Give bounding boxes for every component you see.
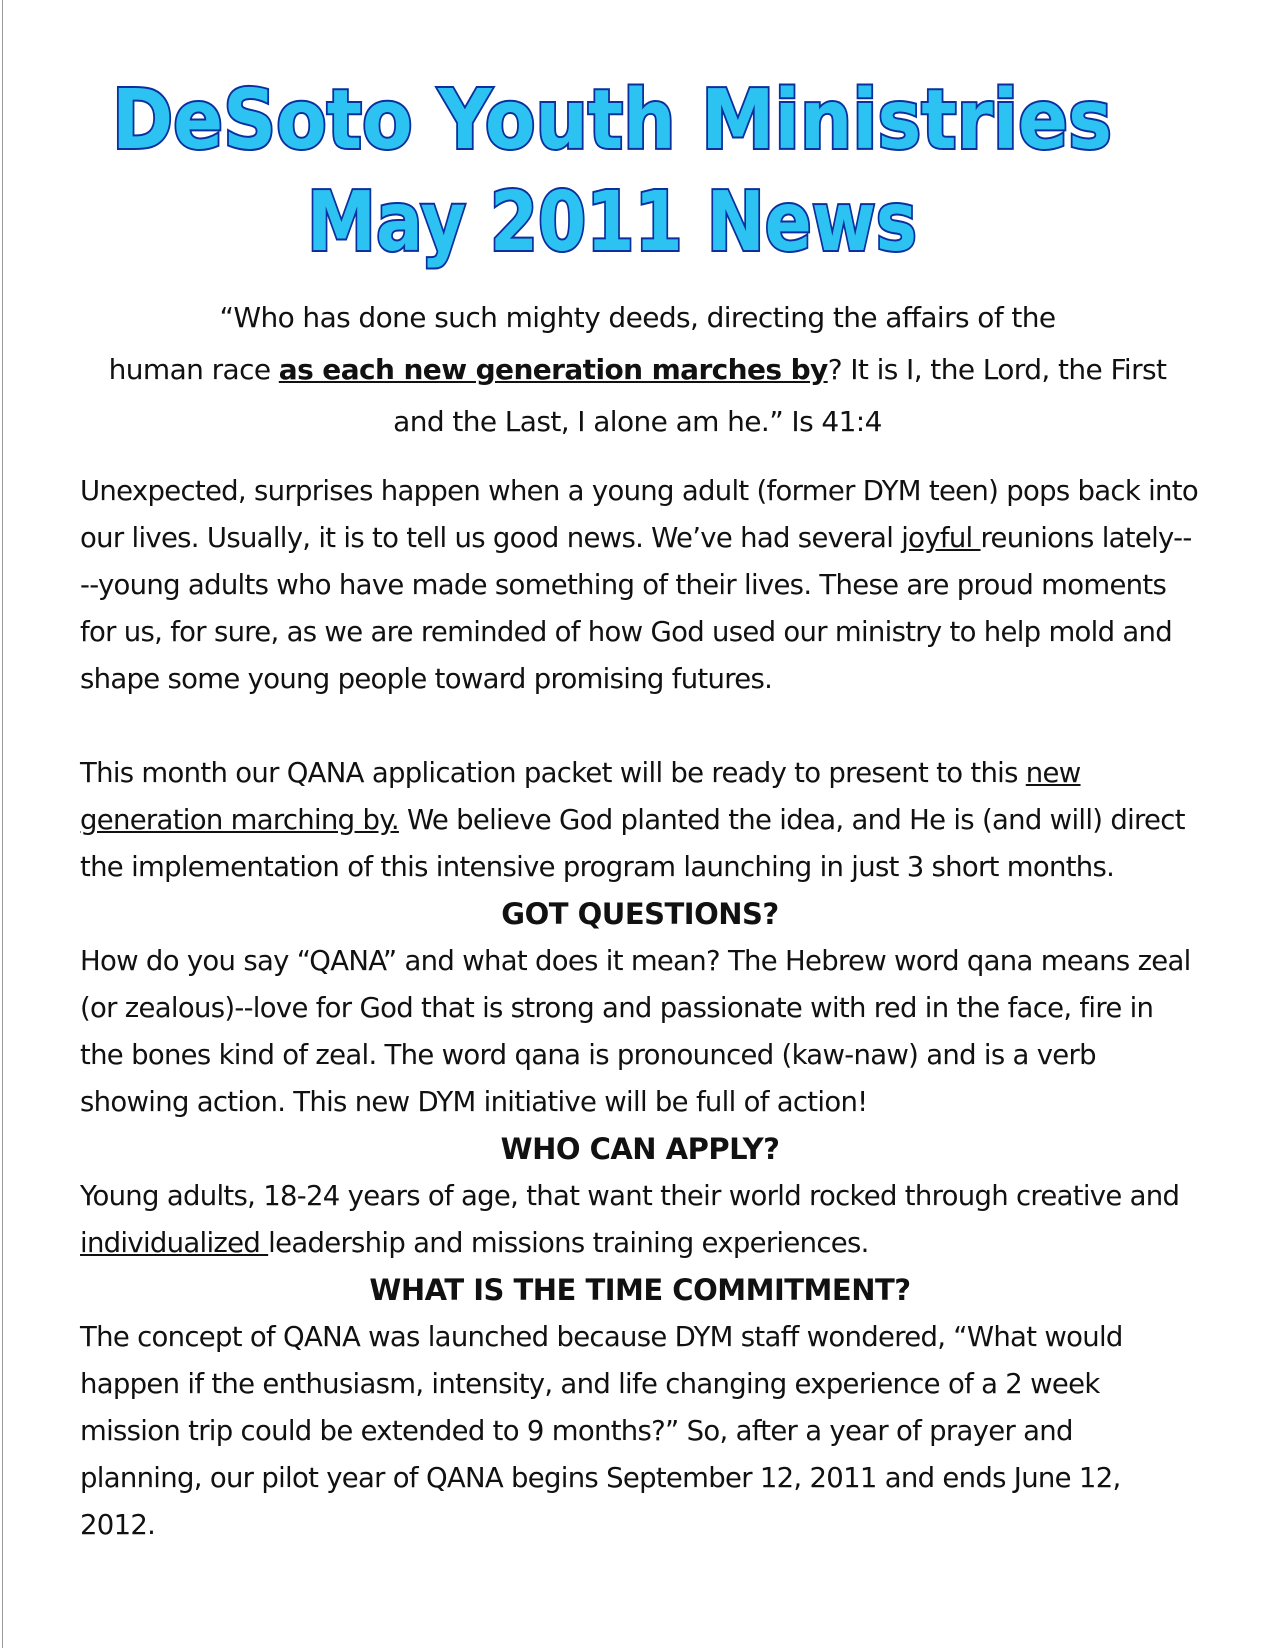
newsletter-title [0,48,1275,278]
paragraph-reunions [80,468,1200,703]
heading-who-can-apply: WHO CAN APPLY? [500,1132,780,1166]
verse-line-2-start: human race [108,353,279,386]
paragraph-reunions-start: Unexpected, surprises happen when a young adult (former DYM teen) pops back into our lives. Usually, it is to tell us good news. We’ve had several [80,475,1198,554]
title-line-2: May 2011 News [307,175,917,270]
paragraph-qana-start: This month our QANA application packet will be ready to present to this [80,757,1026,789]
paragraph-qana-end: We believe God planted the idea, and He is (and will) direct the implementation of this intensive program launching in just 3 short months. [80,804,1185,883]
spacer [80,703,1200,750]
verse-line-1: “Who has done such mighty deeds, directing the affairs of the [219,301,1056,334]
paragraph-qana-packet [80,750,1200,891]
verse-line-2-end: ? It is I, the Lord, the First [827,353,1167,386]
paragraph-time-commitment: The concept of QANA was launched because DYM staff wondered, “What would happen if the enthusiasm, intensity, and life changing experience of a 2 week mission trip could be extended to 9 months?” So, after a year of prayer and planning, our pilot year of QANA begins September 12, 2011 and ends June 12, 2012. [80,1321,1123,1541]
scripture-quote [70,292,1205,448]
heading-got-questions: GOT QUESTIONS? [501,897,779,931]
who-can-apply-end: leadership and missions training experiences. [268,1227,869,1259]
paragraph-reunions-end: reunions lately----young adults who have made something of their lives. These are proud moments for us, for sure, as we are reminded of how God used our ministry to help mold and shape some young people toward promising futures. [80,522,1192,695]
newsletter-body [80,468,1200,1549]
verse-line-2 [70,344,1205,396]
paragraph-who-can-apply [80,1173,1200,1267]
heading-time-commitment: WHAT IS THE TIME COMMITMENT? [369,1273,911,1307]
title-line-1: DeSoto Youth Ministries [112,73,1112,168]
new-generation-underlined: new generation marching by. [80,757,1081,836]
wordart-title [0,48,1275,278]
joyful-underlined: joyful [901,522,981,554]
paragraph-got-questions: How do you say “QANA” and what does it mean? The Hebrew word qana means zeal (or zealous)--love for God that is strong and passionate with red in the face, fire in the bones kind of zeal. The word qana is pronounced (kaw-naw) and is a verb showing action. This new DYM initiative will be full of action! [80,945,1191,1118]
verse-emphasis: as each new generation marches by [278,353,828,386]
who-can-apply-start: Young adults, 18-24 years of age, that want their world rocked through creative and [80,1180,1180,1212]
individualized-underlined: individualized [80,1227,269,1259]
verse-line-3: and the Last, I alone am he.” Is 41:4 [393,405,882,438]
